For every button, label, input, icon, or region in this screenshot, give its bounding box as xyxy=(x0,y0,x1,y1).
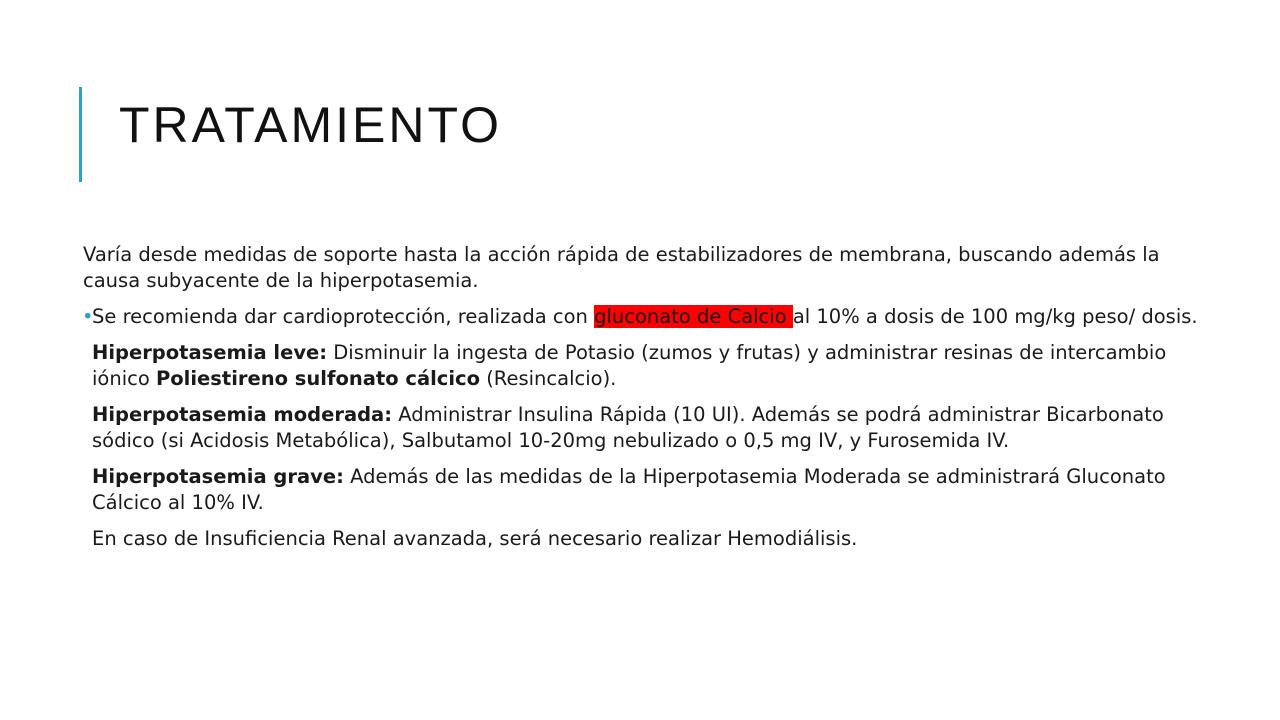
bullet-text-before: Se recomienda dar cardioprotección, realizada con xyxy=(92,305,595,328)
paragraph-moderada xyxy=(83,402,1203,454)
leve-label: Hiperpotasemia leve: xyxy=(92,341,328,364)
paragraph-final: En caso de Insuficiencia Renal avanzada, será necesario realizar Hemodiálisis. xyxy=(92,527,858,550)
grave-text: Además de las medidas de la Hiperpotasemia Moderada se administrará Gluconato Cálcico al 10% IV. xyxy=(92,465,1166,514)
bullet-marker-icon: • xyxy=(82,305,94,328)
leve-bold-term: Poliestireno sulfonato cálcico xyxy=(155,367,480,390)
leve-text-1: Disminuir la ingesta de Potasio (zumos y frutas) y administrar resinas de intercambio iónico xyxy=(92,341,1167,390)
moderada-text: Administrar Insulina Rápida (10 UI). Además se podrá administrar Bicarbonato sódico (si Acidosis Metabólica), Salbutamol 10-20mg nebulizado o 0,5 mg IV, y Furosemida IV. xyxy=(92,403,1164,452)
grave-label: Hiperpotasemia grave: xyxy=(92,465,344,488)
leve-text-2: (Resincalcio). xyxy=(480,367,617,390)
slide-body xyxy=(83,242,1203,552)
bullet-cardioprotection xyxy=(83,304,1203,330)
highlighted-term: gluconato de Calcio xyxy=(594,305,793,328)
slide-title: TRATAMIENTO xyxy=(119,97,502,153)
moderada-label: Hiperpotasemia moderada: xyxy=(92,403,393,426)
title-accent-bar xyxy=(79,87,82,182)
paragraph-leve xyxy=(83,340,1203,392)
paragraph-grave xyxy=(83,464,1203,516)
bullet-text-after: al 10% a dosis de 100 mg/kg peso/ dosis. xyxy=(792,305,1198,328)
intro-paragraph: Varía desde medidas de soporte hasta la acción rápida de estabilizadores de membrana, buscando además la causa subyacente de la hiperpotasemia. xyxy=(83,243,1160,292)
